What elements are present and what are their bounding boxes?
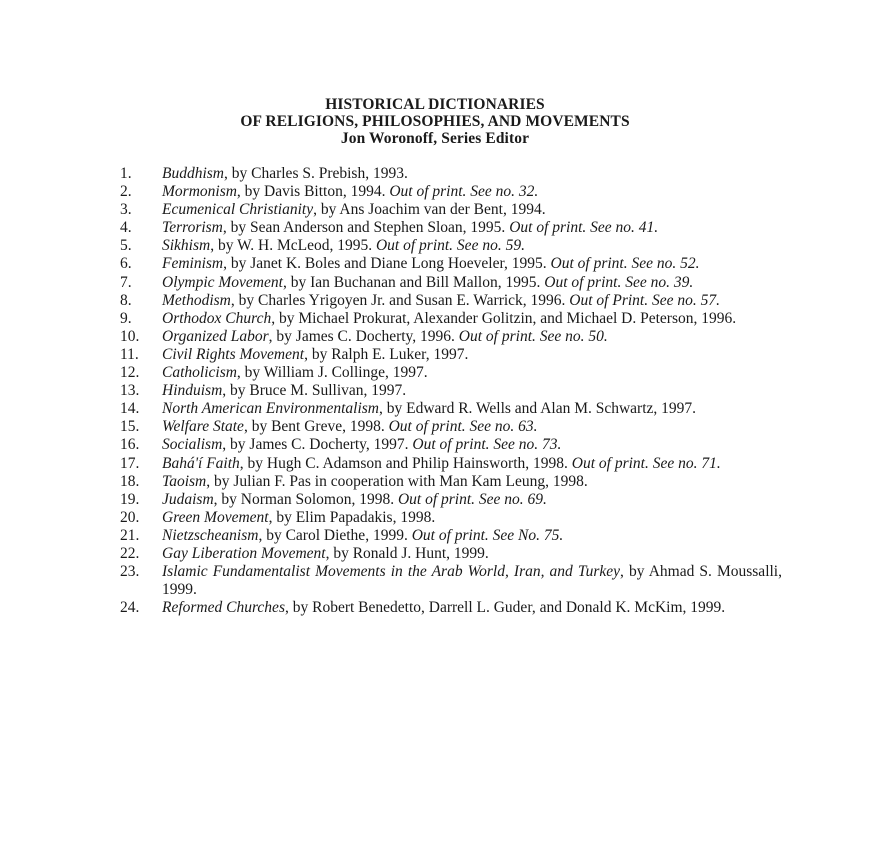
list-item <box>120 201 782 219</box>
entry-title: Reformed Churches <box>162 599 285 617</box>
entry-number: 17. <box>120 454 140 472</box>
entry-number: 3. <box>120 201 132 219</box>
entry-title: Gay Liberation Movement <box>162 544 326 562</box>
entry-note: Out of print. See no. 69. <box>397 490 547 508</box>
entry-title: Catholicism <box>162 364 237 382</box>
entry-note: Out of print. See no. 52. <box>550 255 700 273</box>
entry-details: , by Hugh C. Adamson and Philip Hainsworth, 1998. <box>239 454 572 472</box>
header-line-1: HISTORICAL DICTIONARIES <box>325 96 545 113</box>
entry-number: 13. <box>120 382 140 400</box>
entry-details: , by Charles S. Prebish, 1993. <box>224 165 408 182</box>
list-item <box>120 328 782 346</box>
entry-note: Out of Print. See no. 57. <box>569 291 720 309</box>
entry-number: 7. <box>120 273 132 291</box>
list-item <box>120 455 782 473</box>
entry-note: Out of print. See no. 39. <box>544 273 694 291</box>
entry-details: , by Bruce M. Sullivan, 1997. <box>222 382 407 400</box>
entry-title: Organized Labor <box>162 327 269 345</box>
list-item <box>120 436 782 454</box>
entry-number: 18. <box>120 472 140 490</box>
entry-title: Judaism <box>162 490 214 508</box>
entry-details: , by Norman Solomon, 1998. <box>213 490 398 508</box>
entry-number: 2. <box>120 183 132 201</box>
entry-note: Out of print. See no. 50. <box>458 327 608 345</box>
entry-details: , by Sean Anderson and Stephen Sloan, 1995. <box>222 219 510 237</box>
series-editor: Jon Woronoff, Series Editor <box>340 130 530 147</box>
list-item <box>120 527 782 545</box>
entry-title: Buddhism <box>162 165 224 182</box>
entry-title: Welfare State <box>162 418 244 436</box>
entry-title: Green Movement <box>162 508 269 526</box>
list-item <box>120 274 782 292</box>
entry-note: Out of print. See no. 71. <box>571 454 721 472</box>
entry-number: 9. <box>120 309 132 327</box>
entry-details: , by Ahmad S. Moussalli, 1999. <box>162 563 782 599</box>
entry-details: , by Elim Papadakis, 1998. <box>268 508 436 526</box>
list-item <box>120 219 782 237</box>
list-item <box>120 400 782 418</box>
entry-title: Socialism <box>162 436 223 454</box>
entry-number: 14. <box>120 400 140 418</box>
entry-note: Out of print. See No. 75. <box>411 526 564 544</box>
entry-title: Bahá'í Faith <box>162 454 240 472</box>
entry-number: 24. <box>120 599 140 617</box>
list-item <box>120 255 782 273</box>
entry-details: , by Robert Benedetto, Darrell L. Guder, and Donald K. McKim, 1999. <box>284 599 726 617</box>
entry-note: Out of print. See no. 59. <box>375 237 525 255</box>
list-item <box>120 563 782 599</box>
list-item <box>120 599 782 617</box>
entry-details: , by Ronald J. Hunt, 1999. <box>325 544 489 562</box>
entry-number: 21. <box>120 526 140 544</box>
entry-details: , by Julian F. Pas in cooperation with Man Kam Leung, 1998. <box>206 472 588 490</box>
entry-details: , by Ian Buchanan and Bill Mallon, 1995. <box>282 273 545 291</box>
dictionary-list <box>120 165 782 617</box>
list-item <box>120 364 782 382</box>
entry-details: , by Davis Bitton, 1994. <box>236 183 390 201</box>
entry-title: Ecumenical Christianity <box>162 201 314 219</box>
entry-details: , by Carol Diethe, 1999. <box>258 526 412 544</box>
list-item <box>120 418 782 436</box>
entry-note: Out of print. See no. 41. <box>509 219 659 237</box>
entry-title: Methodism <box>162 291 231 309</box>
list-item <box>120 183 782 201</box>
entry-details: , by Michael Prokurat, Alexander Golitzin, and Michael D. Peterson, 1996. <box>271 309 737 327</box>
entry-number: 5. <box>120 237 132 255</box>
entry-details: , by Ralph E. Luker, 1997. <box>304 345 469 363</box>
entry-number: 11. <box>120 345 139 363</box>
entry-number: 4. <box>120 219 132 237</box>
entry-note: Out of print. See no. 73. <box>412 436 562 454</box>
entry-details: , by James C. Docherty, 1997. <box>222 436 413 454</box>
entry-number: 10. <box>120 327 140 345</box>
entry-title: Islamic Fundamentalist Movements in the Arab World, Iran, and Turkey <box>162 563 621 581</box>
entry-title: Nietzscheanism <box>162 526 259 544</box>
entry-note: Out of print. See no. 63. <box>388 418 538 436</box>
entry-number: 22. <box>120 544 140 562</box>
entry-number: 20. <box>120 508 140 526</box>
list-item <box>120 310 782 328</box>
entry-number: 1. <box>120 165 132 182</box>
entry-note: Out of print. See no. 32. <box>389 183 539 201</box>
entry-details: , by Bent Greve, 1998. <box>243 418 389 436</box>
entry-number: 8. <box>120 291 132 309</box>
header-line-2: OF RELIGIONS, PHILOSOPHIES, AND MOVEMENTS <box>240 113 630 130</box>
list-item <box>120 346 782 364</box>
list-item <box>120 545 782 563</box>
entry-details: , by Ans Joachim van der Bent, 1994. <box>313 201 546 219</box>
entry-title: Olympic Movement <box>162 273 283 291</box>
list-item <box>120 491 782 509</box>
entry-title: Mormonism <box>162 183 237 201</box>
entry-number: 12. <box>120 364 140 382</box>
entry-title: Orthodox Church <box>162 309 272 327</box>
entry-title: Terrorism <box>162 219 223 237</box>
entry-title: Civil Rights Movement <box>162 345 305 363</box>
entry-title: Hinduism <box>162 382 223 400</box>
entry-details: , by James C. Docherty, 1996. <box>268 327 459 345</box>
list-item <box>120 473 782 491</box>
list-item <box>120 292 782 310</box>
entry-number: 6. <box>120 255 132 273</box>
series-header <box>0 96 870 147</box>
entry-details: , by Janet K. Boles and Diane Long Hoeveler, 1995. <box>223 255 551 273</box>
entry-title: North American Environmentalism <box>162 400 379 418</box>
entry-details: , by W. H. McLeod, 1995. <box>210 237 376 255</box>
list-item <box>120 382 782 400</box>
list-item <box>120 165 782 183</box>
entry-number: 16. <box>120 436 140 454</box>
entry-title: Taoism <box>162 472 207 490</box>
entry-title: Sikhism <box>162 237 211 255</box>
entry-details: , by William J. Collinge, 1997. <box>236 364 428 382</box>
entry-number: 15. <box>120 418 140 436</box>
entry-number: 23. <box>120 563 140 581</box>
entry-details: , by Charles Yrigoyen Jr. and Susan E. Warrick, 1996. <box>230 291 570 309</box>
entry-number: 19. <box>120 490 140 508</box>
entry-details: , by Edward R. Wells and Alan M. Schwartz, 1997. <box>379 400 697 418</box>
entry-title: Feminism <box>162 255 224 273</box>
list-item <box>120 237 782 255</box>
list-item <box>120 509 782 527</box>
